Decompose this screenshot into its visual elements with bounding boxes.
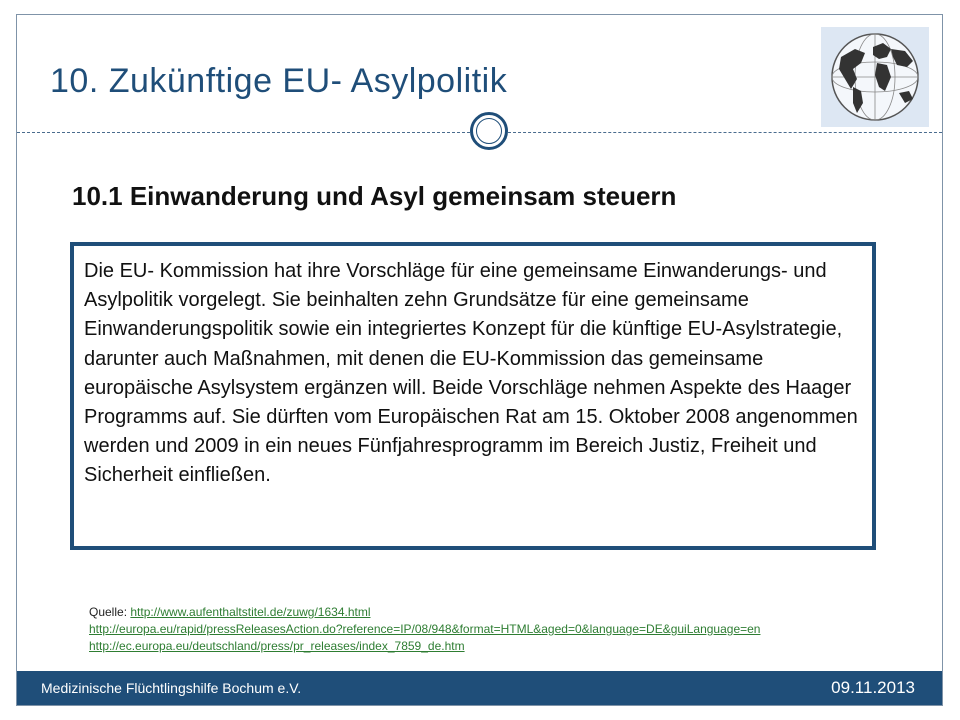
- source-label: Quelle:: [89, 605, 131, 619]
- header-divider-right: [508, 132, 942, 133]
- section-heading: 10.1 Einwanderung und Asyl gemeinsam steuern: [72, 181, 677, 211]
- world-globe-icon: [821, 27, 929, 127]
- source-line: [89, 638, 760, 655]
- footer-bar: [17, 671, 942, 705]
- footer-date: 09.11.2013: [831, 678, 915, 697]
- sources-block: [89, 604, 760, 655]
- footer-organization: Medizinische Flüchtlingshilfe Bochum e.V.: [41, 680, 302, 696]
- source-link-1[interactable]: http://www.aufenthaltstitel.de/zuwg/1634.html: [130, 605, 371, 619]
- source-line: [89, 621, 760, 638]
- content-box: [70, 242, 876, 550]
- header-divider-left: [17, 132, 470, 133]
- source-link-3[interactable]: http://ec.europa.eu/deutschland/press/pr_releases/index_7859_de.htm: [89, 639, 465, 653]
- body-paragraph: Die EU- Kommission hat ihre Vorschläge für eine gemeinsame Einwanderungs- und Asylpolitik vorgelegt. Sie beinhalten zehn Grundsätze für eine gemeinsame Einwanderungspolitik sowie ein integriertes Konzept für die künftige EU-Asylstrategie, darunter auch Maßnahmen, mit denen die EU-Kommission das gemeinsame europäische Asylsystem ergänzen will. Beide Vorschläge nehmen Aspekte des Haager Programms auf. Sie dürften vom Europäischen Rat am 15. Oktober 2008 angenommen werden und 2009 in ein neues Fünfjahresprogramm im Bereich Justiz, Freiheit und Sicherheit einfließen.: [84, 260, 858, 487]
- source-line: [89, 604, 760, 621]
- slide-title: 10. Zukünftige EU- Asylpolitik: [50, 62, 508, 100]
- source-link-2[interactable]: http://europa.eu/rapid/pressReleasesAction.do?reference=IP/08/948&format=HTML&aged=0&language=DE&guiLanguage=en: [89, 622, 761, 636]
- divider-circle-icon: [470, 112, 508, 150]
